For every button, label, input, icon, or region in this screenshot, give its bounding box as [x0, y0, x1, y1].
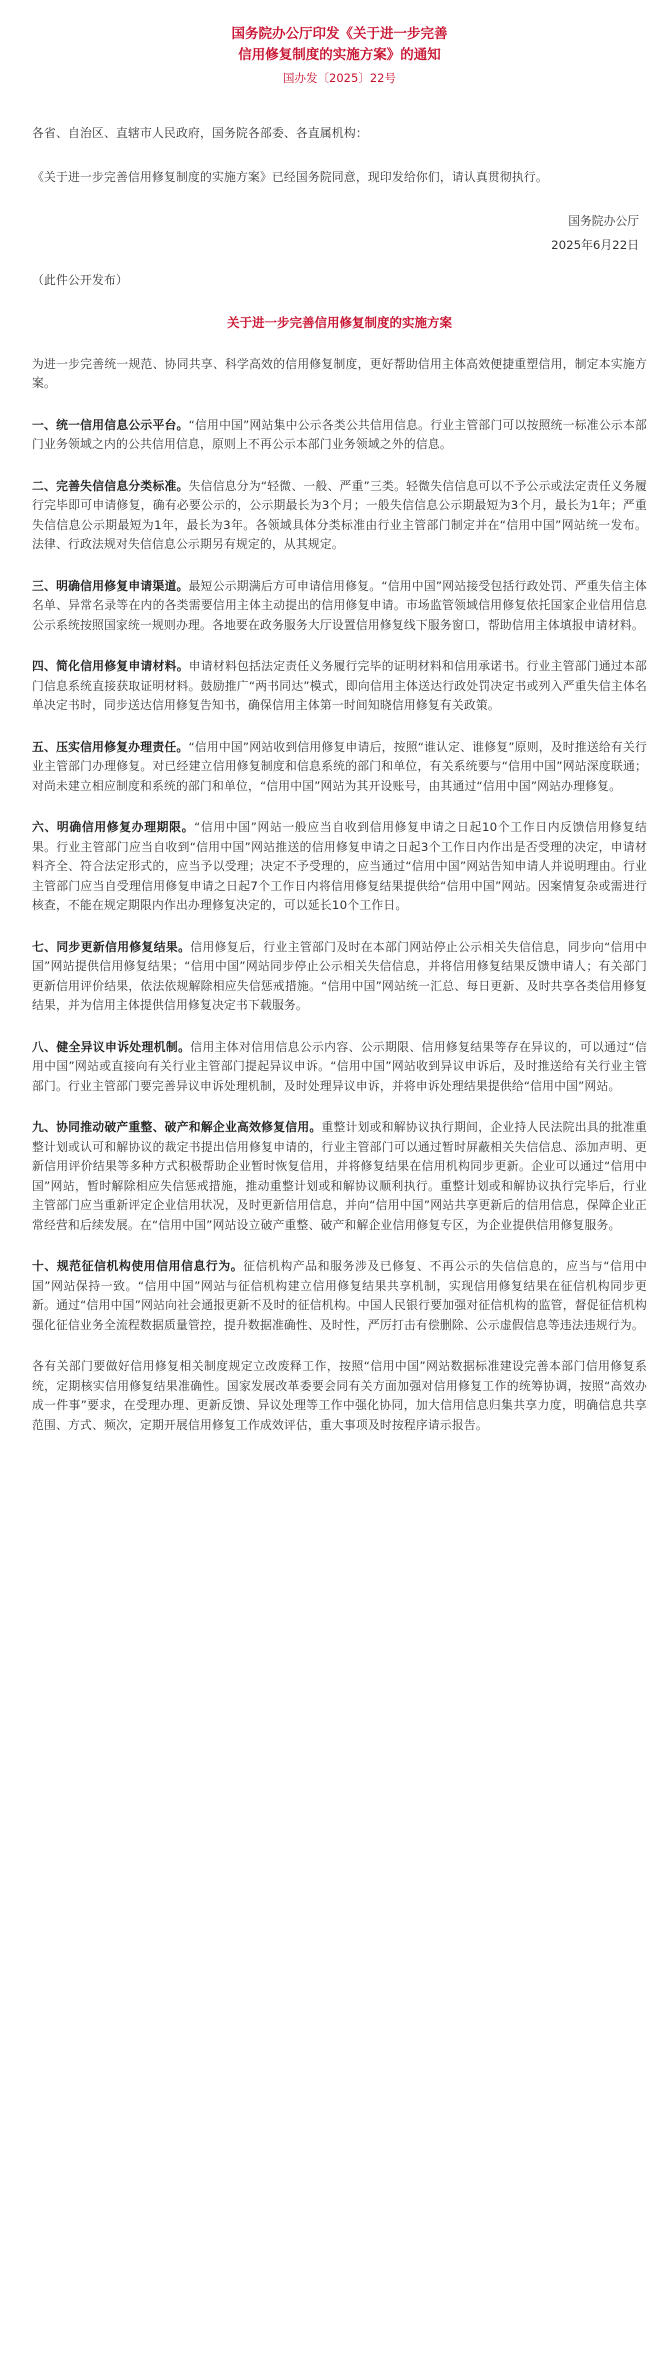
section-3-heading: 三、明确信用修复申请渠道。	[32, 578, 189, 593]
closing-paragraph: 各有关部门要做好信用修复相关制度规定立改废释工作，按照“信用中国”网站数据标准建设完善本部门信用修复系统，定期核实信用修复结果准确性。国家发展改革委要会同有关方面加强对信用修复工作的统筹协调，按照“高效办成一件事”要求，在受理办理、更新反馈、异议处理等工作中强化协同，加大信用信息归集共享力度，明确信息共享范围、方式、频次，定期开展信用修复工作成效评估，重大事项及时按程序请示报告。	[32, 1359, 647, 1432]
section-7-heading: 七、同步更新信用修复结果。	[32, 939, 191, 954]
section-2	[32, 477, 647, 555]
section-1-body: “信用中国”网站集中公示各类公共信用信息。行业主管部门可以按照统一标准公示本部门业务领域之内的公共信用信息，原则上不再公示本部门业务领域之外的信息。	[32, 417, 647, 451]
section-9-heading: 九、协同推动破产重整、破产和解企业高效修复信用。	[32, 1120, 322, 1134]
intro-paragraph: 《关于进一步完善信用修复制度的实施方案》已经国务院同意，现印发给你们，请认真贯彻执行。	[32, 169, 548, 184]
notice-title	[32, 24, 647, 66]
section-8	[32, 1038, 647, 1097]
section-5-body: “信用中国”网站收到信用修复申请后，按照“谁认定、谁修复”原则，及时推送给有关行业主管部门办理修复。对已经建立信用修复制度和信息系统的部门和单位，有关系统要与“信用中国”网站深度联通；对尚未建立相应制度和系统的部门和单位，“信用中国”网站为其开设账号，由其通过“信用中国”网站办理修复。	[32, 739, 647, 793]
section-8-body: 信用主体对信用信息公示内容、公示期限、信用修复结果等存在异议的，可以通过“信用中国”网站或直接向有关行业主管部门提起异议申诉。“信用中国”网站收到异议申诉后，及时推送给有关行业主管部门。行业主管部门要完善异议申诉处理机制，及时处理异议申诉，并将申诉处理结果提供给“信用中国”网站。	[32, 1039, 647, 1093]
section-9	[32, 1118, 647, 1235]
signature-org: 国务院办公厅	[568, 214, 639, 228]
section-1-heading: 一、统一信用信息公示平台。	[32, 417, 189, 432]
section-1	[32, 416, 647, 455]
section-2-body: 失信信息分为“轻微、一般、严重”三类。轻微失信信息可以不予公示或法定责任义务履行完毕即可申请修复，确有必要公示的，公示期最长为3个月；一般失信信息公示期最短为3个月，最长为1年；严重失信信息公示期最短为1年，最长为3年。各领域具体分类标准由行业主管部门制定并在“信用中国”网站统一发布。法律、行政法规对失信信息公示期另有规定的，从其规定。	[32, 478, 647, 551]
section-6	[32, 818, 647, 916]
section-8-heading: 八、健全异议申诉处理机制。	[32, 1039, 191, 1054]
section-10-heading: 十、规范征信机构使用信用信息行为。	[32, 1259, 244, 1273]
preface-paragraph: 为进一步完善统一规范、协同共享、科学高效的信用修复制度，更好帮助信用主体高效便捷重塑信用，制定本实施方案。	[32, 356, 647, 390]
section-7-body: 信用修复后，行业主管部门及时在本部门网站停止公示相关失信信息，同步向“信用中国”网站提供信用修复结果；“信用中国”网站同步停止公示相关失信信息，并将信用修复结果反馈申请人；有关部门更新信用评价结果，依法依规解除相应失信惩戒措施。“信用中国”网站统一汇总、每日更新、及时共享各类信用修复结果，并为信用主体提供信用修复决定书下载服务。	[32, 939, 647, 1012]
section-7	[32, 938, 647, 1016]
section-4	[32, 657, 647, 716]
section-10-body: 征信机构产品和服务涉及已修复、不再公示的失信信息的，应当与“信用中国”网站保持一致。“信用中国”网站与征信机构建立信用修复结果共享机制，实现信用修复结果在征信机构同步更新。通过“信用中国”网站向社会通报更新不及时的征信机构。中国人民银行要加强对征信机构的监管，督促征信机构强化征信业务全流程数据质量管控，提升数据准确性、及时性，严厉打击有偿删除、公示虚假信息等违法违规行为。	[32, 1259, 648, 1332]
section-10	[32, 1257, 647, 1335]
publish-note: （此件公开发布）	[32, 273, 128, 287]
section-5-heading: 五、压实信用修复办理责任。	[32, 739, 189, 754]
document-number: 国办发〔2025〕22号	[283, 71, 396, 85]
section-2-heading: 二、完善失信信息分类标准。	[32, 478, 189, 493]
plan-title: 关于进一步完善信用修复制度的实施方案	[226, 314, 452, 330]
notice-title-line-2: 信用修复制度的实施方案》的通知	[238, 47, 441, 63]
section-4-heading: 四、简化信用修复申请材料。	[32, 659, 189, 673]
signature-date: 2025年6月22日	[551, 238, 639, 252]
addressee: 各省、自治区、直辖市人民政府，国务院各部委、各直属机构：	[32, 126, 368, 140]
section-9-body: 重整计划或和解协议执行期间，企业持人民法院出具的批准重整计划或认可和解协议的裁定书提出信用修复申请的，行业主管部门可以通过暂时屏蔽相关失信信息、添加声明、更新信用评价结果等多种方式积极帮助企业暂时恢复信用，并将修复结果在信用机构同步更新。企业可以通过“信用中国”网站，暂时解除相应失信惩戒措施，推动重整计划或和解协议顺利执行。重整计划或和解协议执行完毕后，行业主管部门应当重新评定企业信用状况，及时更新信用信息，并向“信用中国”网站共享更新后的信用信息，保障企业正常经营和后续发展。在“信用中国”网站设立破产重整、破产和解企业信用修复专区，为企业提供信用修复服务。	[32, 1120, 647, 1232]
section-3-body: 最短公示期满后方可申请信用修复。“信用中国”网站接受包括行政处罚、严重失信主体名单、异常名录等在内的各类需要信用主体主动提出的信用修复申请。市场监管领域信用修复依托国家企业信用信息公示系统按照国家统一规则办理。各地要在政务服务大厅设置信用修复线下服务窗口，帮助信用主体填报申请材料。	[32, 578, 647, 632]
section-3	[32, 577, 647, 636]
section-4-body: 申请材料包括法定责任义务履行完毕的证明材料和信用承诺书。行业主管部门通过本部门信息系统直接获取证明材料。鼓励推广“两书同达”模式，即向信用主体送达行政处罚决定书或列入严重失信主体名单决定书时，同步送达信用修复告知书，确保信用主体第一时间知晓信用修复有关政策。	[32, 659, 647, 712]
section-5	[32, 738, 647, 797]
section-6-heading: 六、明确信用修复办理期限。	[32, 820, 195, 834]
section-6-body: “信用中国”网站一般应当自收到信用修复申请之日起10个工作日内反馈信用修复结果。行业主管部门应当自收到“信用中国”网站推送的信用修复申请之日起3个工作日内作出是否受理的决定，申请材料齐全、符合法定形式的，应当予以受理；决定不予受理的，应当通过“信用中国”网站告知申请人并说明理由。行业主管部门应当自受理信用修复申请之日起7个工作日内将信用修复结果提供给“信用中国”网站。因案情复杂或需进行核查，不能在规定期限内作出办理修复决定的，可以延长10个工作日。	[32, 820, 647, 912]
notice-title-line-1: 国务院办公厅印发《关于进一步完善	[231, 26, 448, 42]
